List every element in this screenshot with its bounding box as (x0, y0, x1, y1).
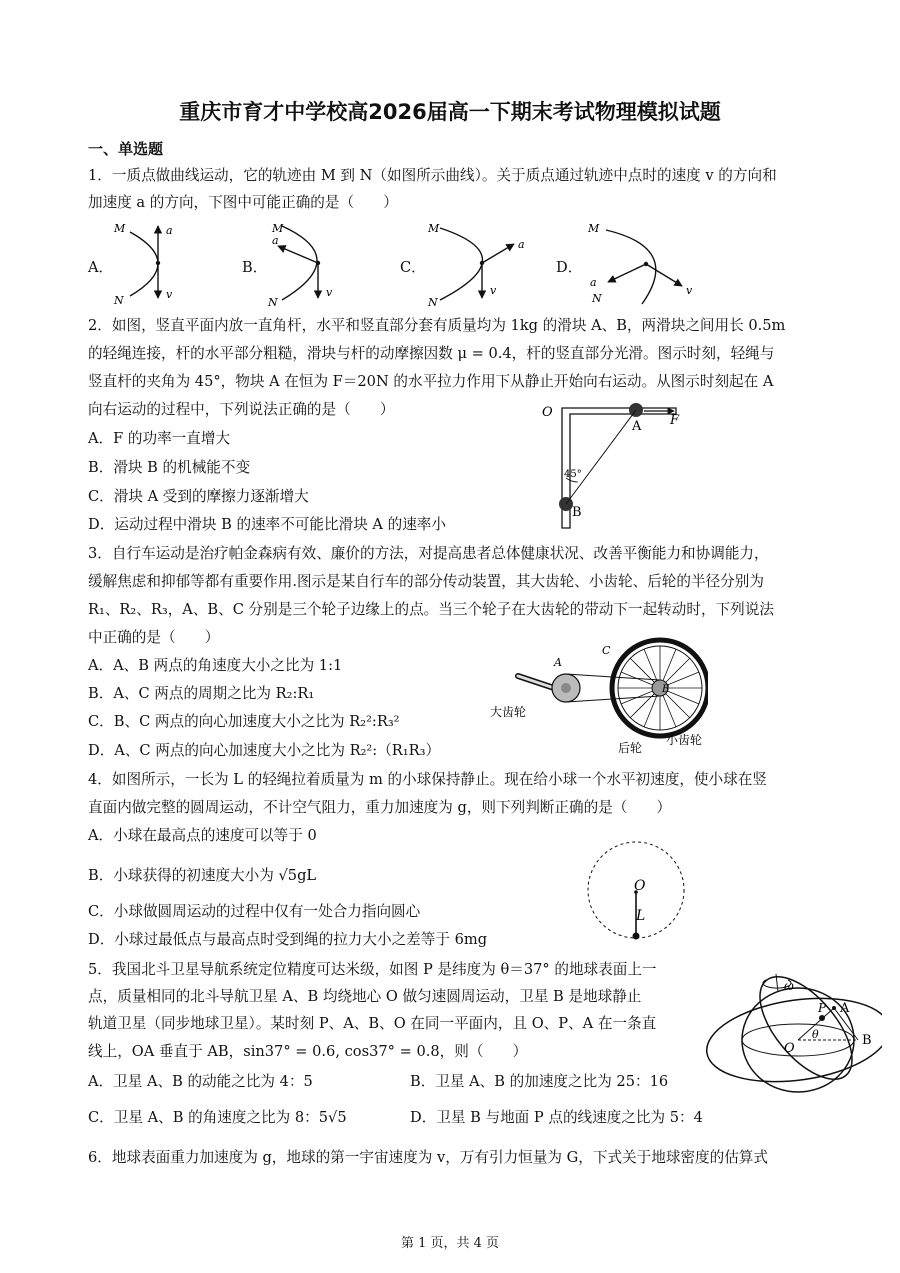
q1c-n-label: N (428, 296, 438, 308)
q4-option-b: B．小球获得的初速度大小为 √5gL (88, 867, 317, 884)
q2-text-line3: 竖直杆的夹角为 45°，物块 A 在恒为 F＝20N 的水平拉力作用下从静止开始向右运动。从图示时刻起在 A (88, 373, 774, 390)
q3-text-line1: 3．自行车运动是治疗帕金森病有效、廉价的方法，对提高患者总体健康状况、改善平衡能力和协调能力， (88, 545, 769, 562)
q5-figure (696, 968, 882, 1096)
q2-figure (536, 400, 696, 534)
q1c-v-label: v (490, 284, 497, 297)
q3-a-label: A (554, 656, 562, 669)
q3-option-b: B．A、C 两点的周期之比为 R₂:R₁ (88, 685, 315, 702)
q1-option-d-label: D． (556, 259, 583, 276)
q1-option-a-label: A． (88, 259, 114, 276)
q1-text-line1: 1．一质点做曲线运动，它的轨迹由 M 到 N（如图所示曲线）。关于质点通过轨迹中点时的速度 v 的方向和 (88, 167, 777, 184)
q1d-a-label: a (590, 276, 597, 289)
q1-figure-d (582, 218, 712, 310)
q2-text-line2: 的轻绳连接，杆的水平部分粗糙，滑块与杆的动摩擦因数 μ = 0.4，杆的竖直部分光滑。图示时刻，轻绳与 (88, 345, 775, 362)
q1-figure-c (420, 218, 530, 308)
q3-option-a: A．A、B 两点的角速度大小之比为 1:1 (88, 657, 343, 674)
q1a-v-label: v (166, 288, 173, 301)
q3-text-line2: 缓解焦虑和抑郁等都有重要作用.图示是某自行车的部分传动装置，其大齿轮、小齿轮、后轮的半径分别为 (88, 573, 764, 590)
q1d-m-label: M (588, 222, 600, 235)
q1-option-c-label: C． (400, 259, 426, 276)
q1c-m-label: M (428, 222, 440, 235)
q2-option-b: B．滑块 B 的机械能不变 (88, 459, 251, 476)
q3-text-line3: R₁、R₂、R₃，A、B、C 分别是三个轮子边缘上的点。当三个轮子在大齿轮的带动下一起转动时，下列说法 (88, 601, 774, 618)
q1-figure-b (262, 218, 342, 308)
q3-option-d: D．A、C 两点的向心加速度大小之比为 R₂²:（R₁R₃） (88, 742, 441, 759)
q3-small-gear-label: 小齿轮 (666, 733, 703, 747)
q5-p-label: P (818, 1001, 827, 1015)
q4-text-line2: 直面内做完整的圆周运动，不计空气阻力，重力加速度为 g，则下列判断正确的是（ ） (88, 799, 672, 816)
section-heading: 一、单选题 (88, 140, 164, 158)
q5-option-b: B．卫星 A、B 的加速度之比为 25：16 (410, 1073, 669, 1090)
q2-option-c: C．滑块 A 受到的摩擦力逐渐增大 (88, 488, 309, 505)
q4-option-d: D．小球过最低点与最高点时受到绳的拉力大小之差等于 6mg (88, 931, 488, 948)
q2-text-line4: 向右运动的过程中，下列说法正确的是（ ） (88, 401, 395, 418)
q2-option-a: A．F 的功率一直增大 (88, 430, 231, 447)
q2-text-line1: 2．如图，竖直平面内放一直角杆，水平和竖直部分套有质量均为 1kg 的滑块 A、B，两滑块之间用长 0.5m (88, 317, 786, 334)
q5-b-label: B (862, 1033, 872, 1048)
q5-text-line3: 轨道卫星（同步地球卫星）。某时刻 P、A、B、O 在同一平面内，且 O、P、A 在一条直 (88, 1015, 657, 1032)
q5-option-d: D．卫星 B 与地面 P 点的线速度之比为 5：4 (410, 1109, 703, 1126)
q4-option-a: A．小球在最高点的速度可以等于 0 (88, 827, 317, 844)
q5-text-line1: 5．我国北斗卫星导航系统定位精度可达米级，如图 P 是纬度为 θ＝37° 的地球表面上一 (88, 961, 657, 978)
q5-a-label: A (840, 1001, 850, 1016)
q2-b-label: B (572, 505, 582, 520)
q1a-n-label: N (114, 294, 124, 307)
q2-angle-label: 45° (564, 469, 582, 480)
q4-l-label: L (636, 908, 646, 924)
q4-text-line1: 4．如图所示，一长为 L 的轻绳拉着质量为 m 的小球保持静止。现在给小球一个水平初速度，使小球在竖 (88, 771, 767, 788)
q1-text-line2: 加速度 a 的方向，下图中可能正确的是（ ） (88, 194, 398, 211)
q1a-m-label: M (114, 222, 126, 235)
q5-option-c: C．卫星 A、B 的角速度之比为 8：5√5 (88, 1109, 347, 1126)
q2-option-d: D．运动过程中滑块 B 的速率不可能比滑块 A 的速率小 (88, 516, 446, 533)
q1-option-b-label: B． (242, 259, 268, 276)
q3-figure (488, 636, 708, 760)
q3-big-gear-label: 大齿轮 (490, 705, 527, 719)
q1d-n-label: N (592, 292, 602, 305)
q3-text-line4: 中正确的是（ ） (88, 629, 220, 646)
q1b-a-label: a (272, 234, 279, 247)
q3-c-label: C (602, 644, 611, 657)
q5-text-line4: 线上，OA 垂直于 AB，sin37° = 0.6, cos37° = 0.8，则（ ） (88, 1043, 528, 1060)
q4-o-label: O (634, 878, 646, 894)
q4-option-c: C．小球做圆周运动的过程中仅有一处合力指向圆心 (88, 903, 421, 920)
page-title: 重庆市育才中学校高2026届高一下期末考试物理模拟试题 (179, 100, 721, 124)
q1-figure-a (108, 218, 188, 308)
q2-o-label: O (542, 405, 553, 420)
page-footer: 第 1 页，共 4 页 (400, 1236, 500, 1251)
q5-text-line2: 点，质量相同的北斗导航卫星 A、B 均绕地心 O 做匀速圆周运动，卫星 B 是地球静止 (88, 988, 642, 1005)
q1b-n-label: N (268, 296, 278, 308)
q1b-m-label: M (272, 222, 284, 235)
q3-rear-wheel-label: 后轮 (618, 741, 643, 755)
q5-o-label: O (784, 1041, 795, 1056)
q2-a-label: A (632, 419, 642, 434)
q1c-a-label: a (518, 238, 525, 251)
q6-text-line1: 6．地球表面重力加速度为 g，地球的第一宇宙速度为 v，万有引力恒量为 G，下式关于地球密度的估算式 (88, 1149, 768, 1166)
q3-option-c: C．B、C 两点的向心加速度大小之比为 R₂²:R₃² (88, 713, 400, 730)
q1d-v-label: v (686, 284, 693, 297)
q5-theta-label: θ (812, 1028, 819, 1041)
q5-option-a: A．卫星 A、B 的动能之比为 4：5 (88, 1073, 313, 1090)
q1a-a-label: a (166, 224, 173, 237)
q5-omega-label: ω (784, 979, 794, 993)
q2-f-label: F (670, 413, 680, 428)
q3-b-label: B (662, 684, 670, 695)
q4-figure (584, 840, 688, 944)
q1b-v-label: v (326, 286, 333, 299)
